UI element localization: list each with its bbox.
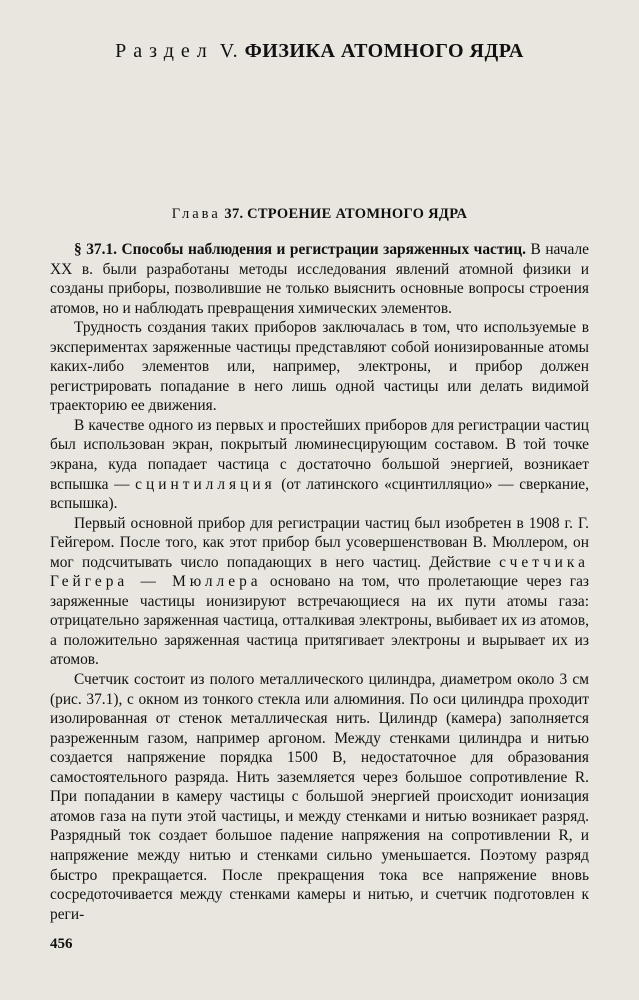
body-text: [50, 240, 589, 924]
page-number: 456: [50, 936, 73, 952]
section-name: ФИЗИКА АТОМНОГО ЯДРА: [244, 40, 524, 62]
term-scintillation: сцинтилляция: [135, 475, 276, 493]
paragraph-1-text: В начале XX в. были разработаны методы исследования явлений атомной физики и созданы приборы, позволившие не только выяснить основные вопросы строения атомов, но и наблюдать превращения химических элементов.: [50, 241, 589, 317]
chapter-number: 37.: [224, 206, 244, 222]
paragraph-4-text-b: основано на том, что пролетающие через газ заряженные частицы ионизируют встречающиеся на их пути атомы газа: отрицательно заряженная частица, отталкивая электроны, выбивает их из атомов, а положительно заряженная частица притягивает электроны и вырывает их из атомов.: [50, 573, 589, 669]
paragraph-2: Трудность создания таких приборов заключалась в том, что используемые в экспериментах заряженные частицы представляют собой ионизированные атомы каких-либо элементов или, например, электроны, и прибор должен регистрировать попадание в него лишь одной частицы или делать видимой траекторию ее движения.: [50, 319, 589, 415]
chapter-title: [0, 206, 639, 223]
paragraph-3-text-a: В качестве одного из первых и простейших приборов для регистрации частиц был использован экран, покрытый люминесцирующим составом. В той точке экрана, куда попадает частица с достаточно большой энергией, возникает вспышка —: [50, 416, 589, 493]
term-geiger-counter: счетчика Гейгера — Мюллера: [50, 553, 589, 591]
paragraph-3-text-b: (от латинского «сцинтилляцио» — сверкание, вспышка).: [50, 475, 589, 513]
paragraph-4-text-a: Первый основной прибор для регистрации частиц был изобретен в 1908 г. Г. Гейгером. После того, как этот прибор был усовершенствован В. Мюллером, он мог подсчитывать число попадающих в него частиц. Действие: [50, 514, 589, 571]
paragraph-3: [50, 416, 589, 514]
paragraph-5: Счетчик состоит из полого металлического цилиндра, диаметром около 3 см (рис. 37.1), с окном из тонкого стекла или алюминия. По оси цилиндра проходит изолированная от стенок металлическая нить. Цилиндр (камера) заполняется разреженным газом, например аргоном. Между стенками цилиндра и нитью создается напряжение порядка 1500 В, недостаточное для образования самостоятельного разряда. Нить заземляется через большое сопротивление R. При попадании в камеру частицы с большой энергией происходит ионизация атомов газа на пути этой частицы, и между стенками и нитью возникает разряд. Разрядный ток создает большое падение напряжения на сопротивлении R, и напряжение между нитью и стенками сильно уменьшается. Поэтому разряд быстро прекращается. После прекращения тока все напряжение вновь сосредоточивается между стенками камеры и нитью, и счетчик подготовлен к реги-: [50, 671, 589, 923]
subsection-heading: § 37.1. Способы наблюдения и регистрации заряженных частиц.: [74, 241, 527, 258]
chapter-prefix: Глава: [171, 206, 221, 222]
paragraph-4: [50, 514, 589, 670]
section-title: [0, 40, 639, 63]
paragraph-1: [50, 240, 589, 318]
section-prefix: Раздел: [115, 40, 214, 62]
section-number: V.: [219, 40, 239, 62]
chapter-name: СТРОЕНИЕ АТОМНОГО ЯДРА: [247, 206, 468, 222]
